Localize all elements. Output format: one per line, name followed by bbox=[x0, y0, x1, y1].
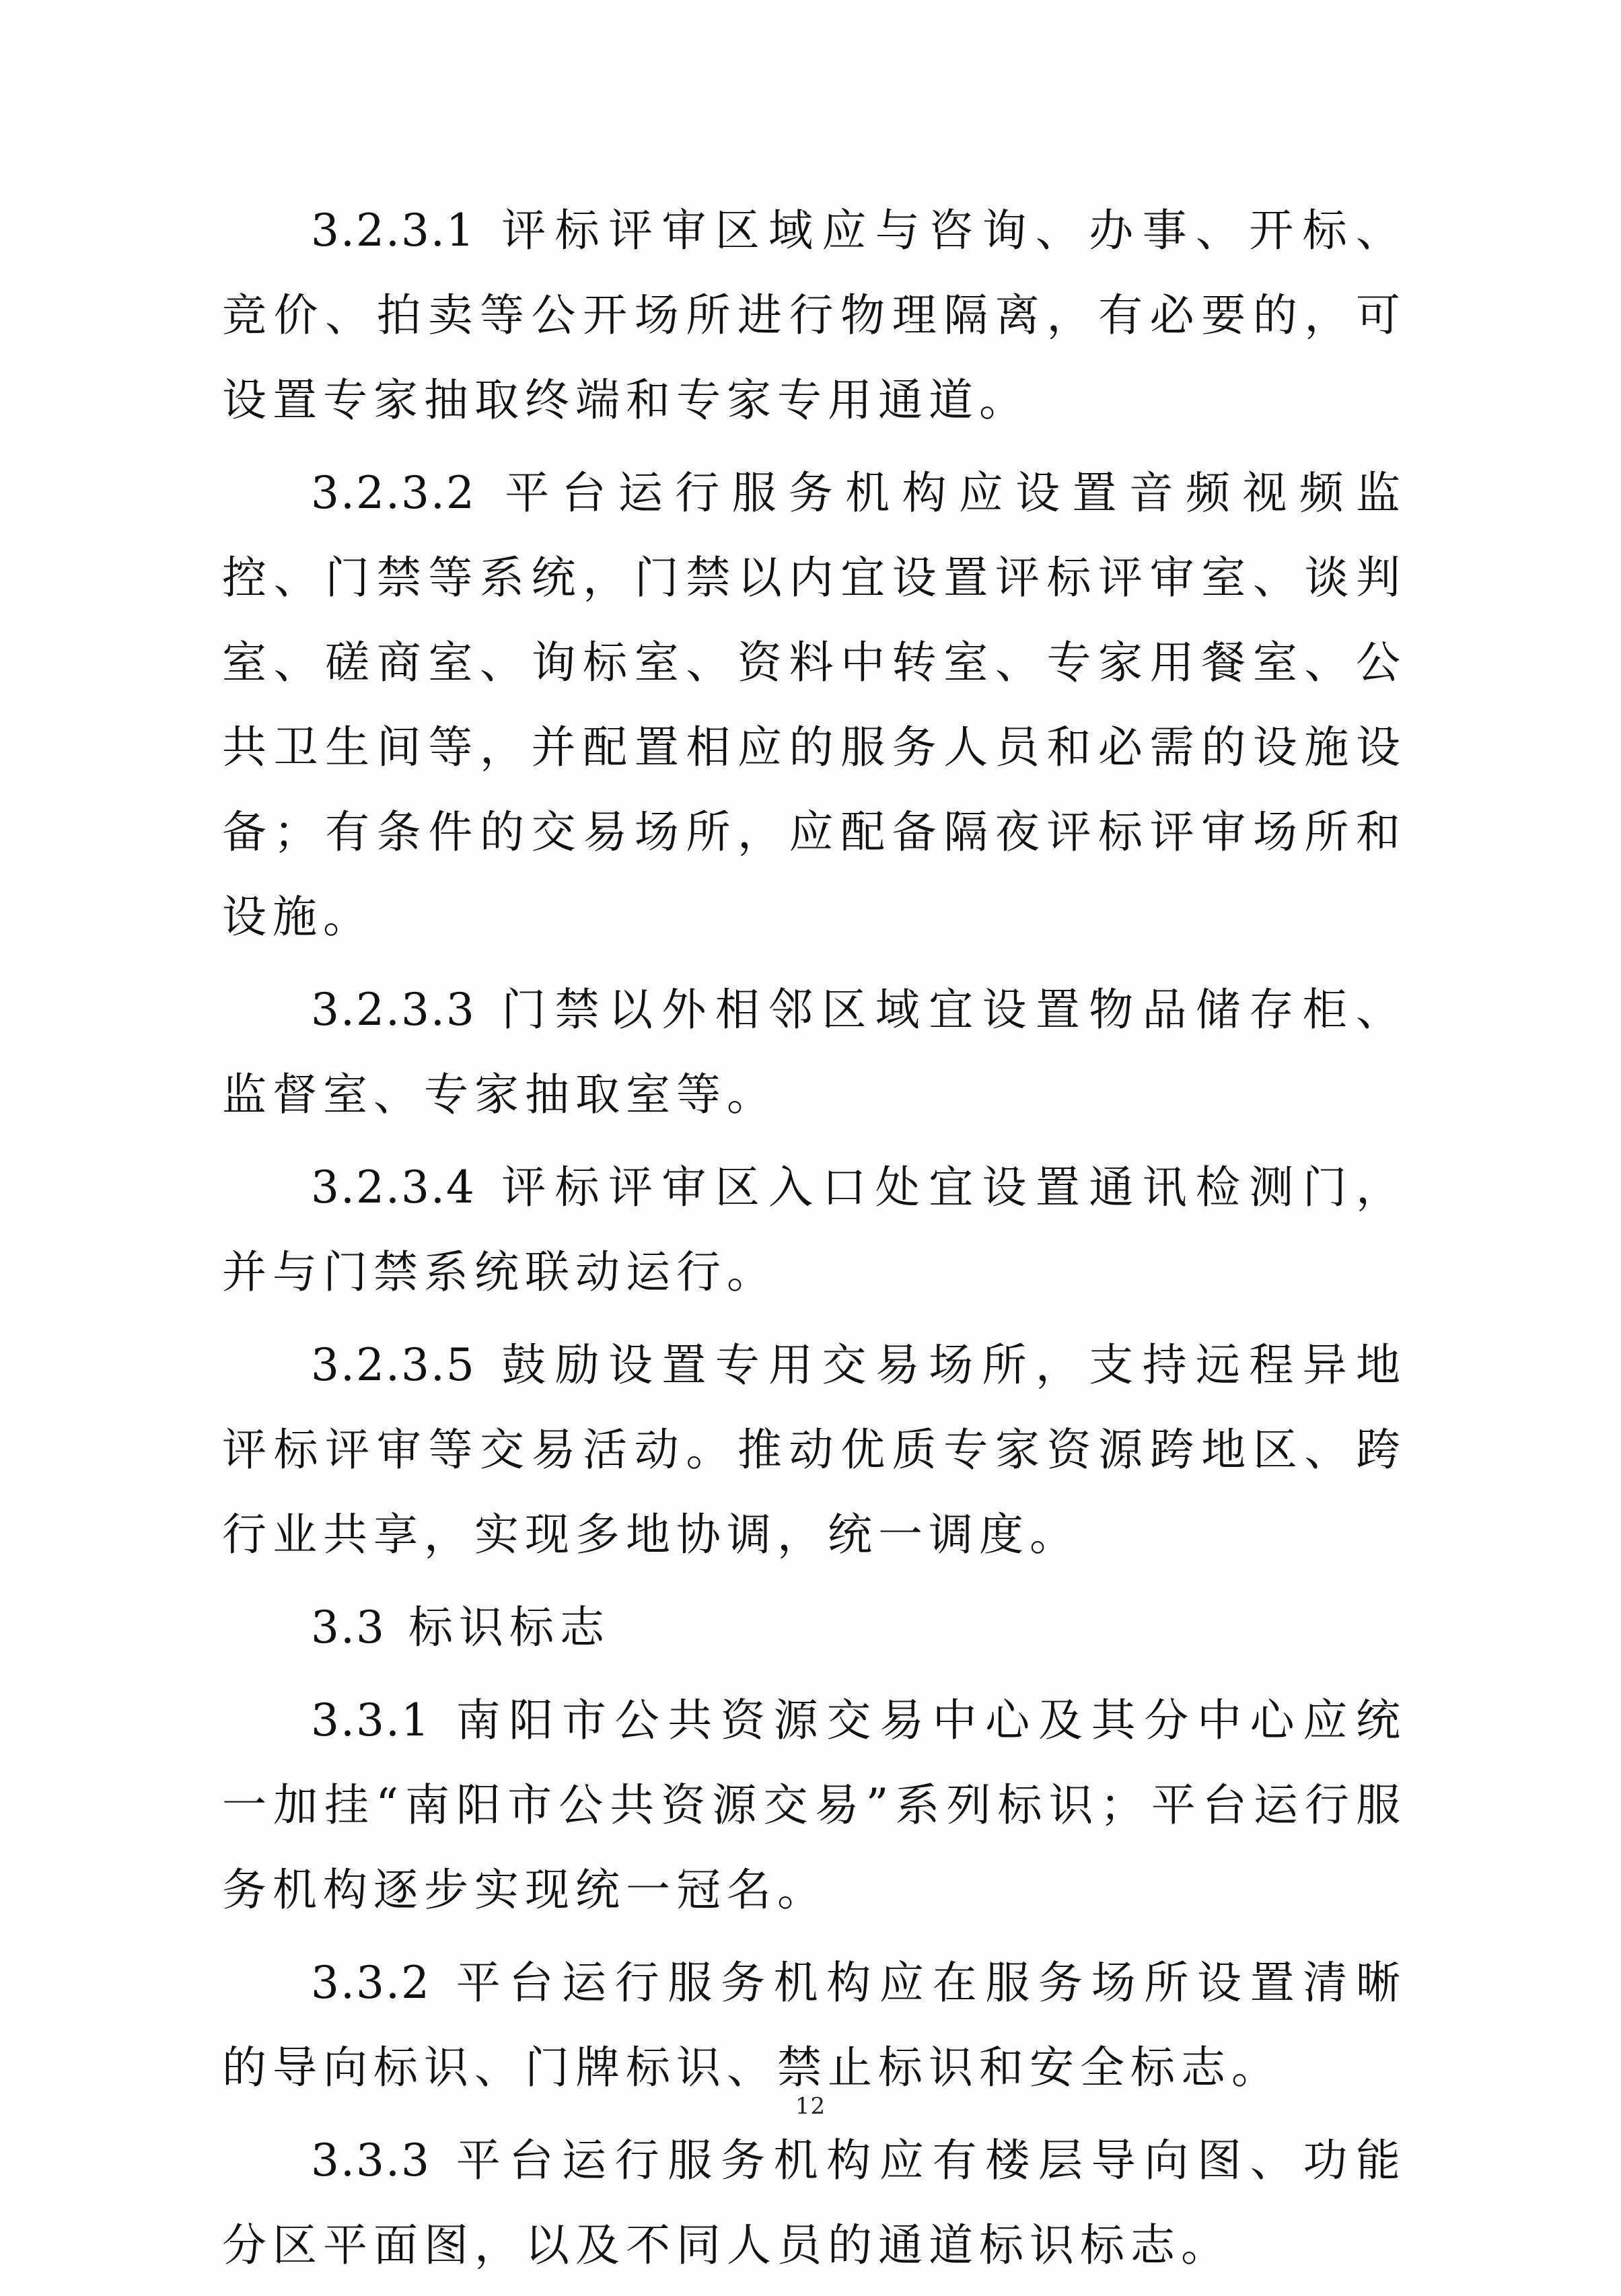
clause-number: 3.2.3.5 bbox=[311, 1339, 476, 1391]
paragraph-3-3-1 bbox=[222, 1678, 1406, 1933]
paragraph-3-2-3-2 bbox=[222, 451, 1406, 960]
clause-text: 平台运行服务机构应有楼层导向图、功能分区平面图，以及不同人员的通道标识标志。 bbox=[222, 2134, 1406, 2271]
clause-text: 评标评审区入口处宜设置通讯检测门，并与门禁系统联动运行。 bbox=[222, 1161, 1406, 1298]
clause-text: 南阳市公共资源交易中心及其分中心应统一加挂“南阳市公共资源交易”系列标识；平台运行服务机构逐步实现统一冠名。 bbox=[222, 1694, 1406, 1916]
clause-number: 3.2.3.1 bbox=[311, 205, 476, 256]
clause-number: 3.3.2 bbox=[311, 1957, 431, 2009]
clause-number: 3.2.3.4 bbox=[311, 1161, 476, 1213]
clause-text: 评标评审区域应与咨询、办事、开标、竞价、拍卖等公开场所进行物理隔离，有必要的，可设置专家抽取终端和专家专用通道。 bbox=[222, 205, 1406, 426]
page-number: 12 bbox=[795, 2093, 826, 2120]
paragraph-3-2-3-3 bbox=[222, 968, 1406, 1137]
clause-number: 3.3.1 bbox=[311, 1694, 431, 1746]
paragraph-3-2-3-1 bbox=[222, 188, 1406, 443]
document-body bbox=[222, 188, 1406, 2296]
clause-text: 平台运行服务机构应在服务场所设置清晰的导向标识、门牌标识、禁止标识和安全标志。 bbox=[222, 1957, 1406, 2093]
clause-number: 3.2.3.3 bbox=[311, 984, 476, 1036]
section-heading-3-3 bbox=[222, 1585, 1406, 1670]
clause-text: 平台运行服务机构应设置音频视频监控、门禁等系统，门禁以内宜设置评标评审室、谈判室、磋商室、询标室、资料中转室、专家用餐室、公共卫生间等，并配置相应的服务人员和必需的设施设备；有条件的交易场所，应配备隔夜评标评审场所和设施。 bbox=[222, 467, 1406, 943]
paragraph-3-3-3 bbox=[222, 2118, 1406, 2288]
section-number: 3.3 bbox=[311, 1602, 386, 1653]
clause-text: 门禁以外相邻区域宜设置物品储存柜、监督室、专家抽取室等。 bbox=[222, 984, 1406, 1120]
clause-number: 3.3.3 bbox=[311, 2134, 431, 2186]
section-title: 标识标志 bbox=[408, 1602, 610, 1653]
clause-text: 鼓励设置专用交易场所，支持远程异地评标评审等交易活动。推动优质专家资源跨地区、跨行业共享，实现多地协调，统一调度。 bbox=[222, 1339, 1406, 1560]
paragraph-3-3-2 bbox=[222, 1941, 1406, 2110]
paragraph-3-2-3-4 bbox=[222, 1145, 1406, 1315]
paragraph-3-2-3-5 bbox=[222, 1323, 1406, 1577]
clause-number: 3.2.3.2 bbox=[311, 467, 476, 519]
